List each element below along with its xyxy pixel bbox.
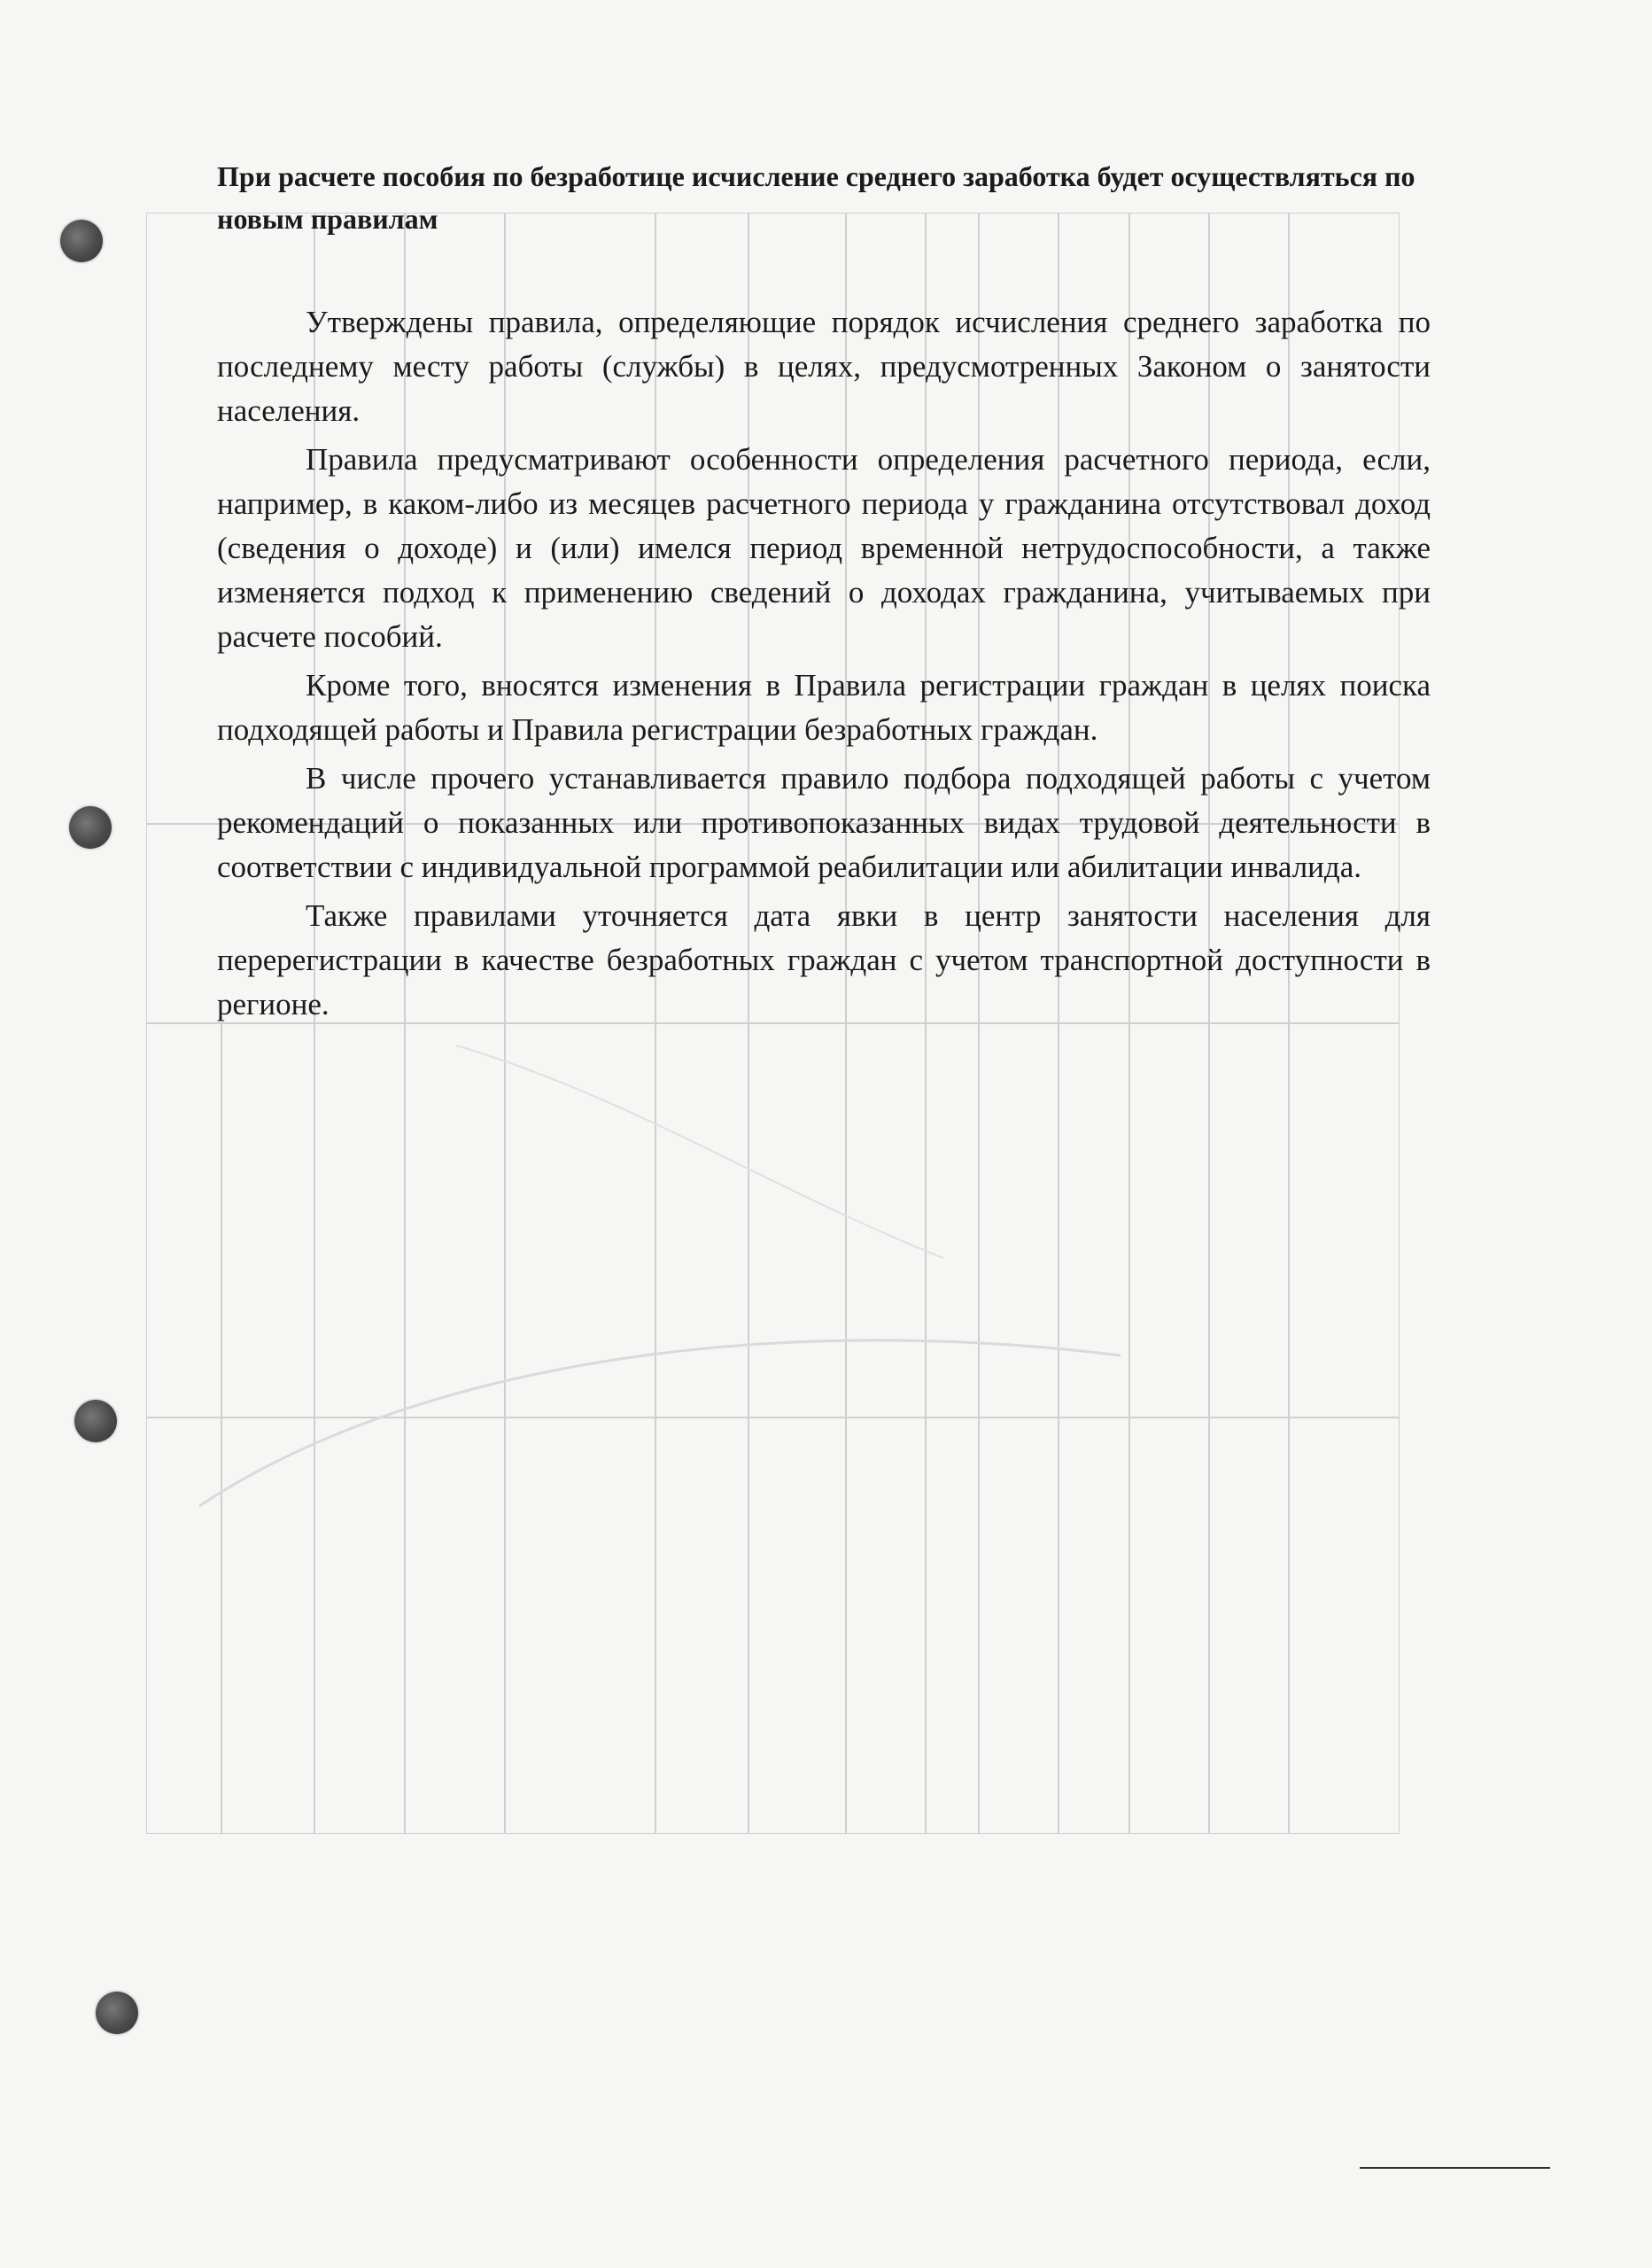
binder-hole-1: [60, 220, 103, 262]
paragraph-3: Кроме того, вносятся изменения в Правила регистрации граждан в целях поиска подходящей работы и Правила регистрации безработных граждан.: [217, 668, 1431, 747]
document-title: При расчете пособия по безработице исчисление среднего заработка будет осуществляться по новым правилам: [217, 160, 1415, 235]
paragraph-1: Утверждены правила, определяющие порядок исчисления среднего заработка по последнему месту работы (службы) в целях, предусмотренных Законом о занятости населения.: [217, 305, 1431, 428]
paragraph-4: В числе прочего устанавливается правило подбора подходящей работы с учетом рекомендаций о показанных или противопоказанных видах трудовой деятельности в соответствии с индивидуальной программой реабилитации или абилитации инвалида.: [217, 761, 1431, 884]
footer-rule: [1360, 2167, 1550, 2169]
paragraph-2: Правила предусматривают особенности определения расчетного периода, если, например, в каком-либо из месяцев расчетного периода у гражданина отсутствовал доход (сведения о доходе) и (или) имелся период временной нетрудоспособности, а также изменяется подход к применению сведений о доходах гражданина, учитываемых при расчете пособий.: [217, 442, 1431, 654]
paragraph-5: Также правилами уточняется дата явки в центр занятости населения для перерегистрации в качестве безработных граждан с учетом транспортной доступности в регионе.: [217, 898, 1431, 1021]
binder-hole-4: [96, 1992, 138, 2034]
binder-hole-3: [74, 1400, 117, 1442]
binder-hole-2: [69, 806, 112, 849]
document-body: [217, 155, 1431, 1031]
